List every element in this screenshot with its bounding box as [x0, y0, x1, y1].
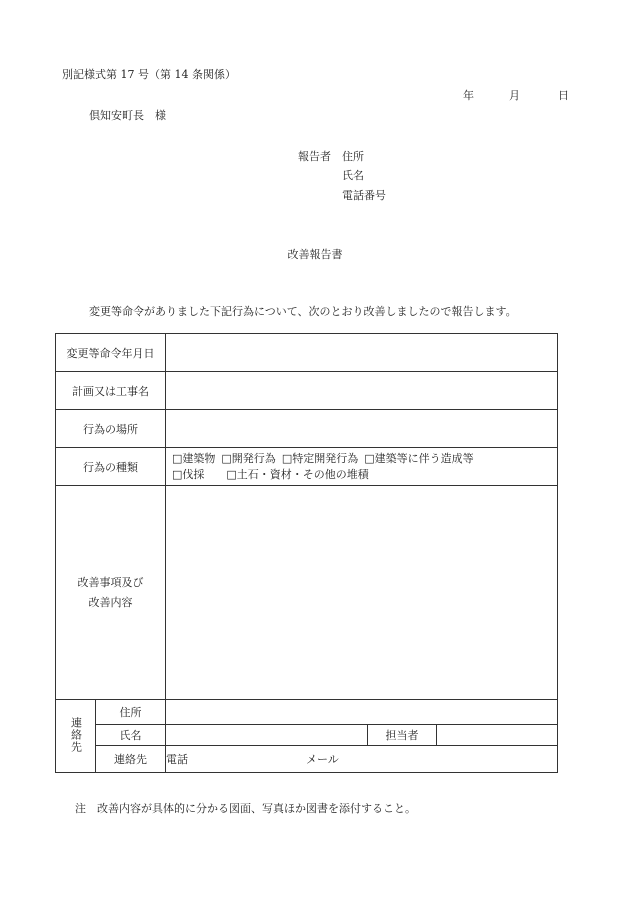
contact-name-field[interactable]	[166, 725, 368, 746]
place-label: 行為の場所	[56, 410, 166, 448]
contact-person-field[interactable]	[437, 725, 558, 746]
contact-group-label: 連絡先	[69, 716, 83, 753]
reporter-label: 報告者	[298, 150, 331, 163]
date-month: 月	[509, 89, 520, 102]
type-option-stockpile[interactable]: □土石・資材・その他の堆積	[226, 467, 369, 481]
improvement-label-line-2: 改善内容	[88, 595, 133, 609]
contact-address-label: 住所	[96, 700, 166, 725]
attachment-note: 注 改善内容が具体的に分かる図面、写真ほか図書を添付すること。	[75, 802, 416, 815]
reporter-address-label: 住所	[342, 150, 364, 163]
phone-label: 電話	[166, 753, 188, 766]
plan-name-label: 計画又は工事名	[56, 372, 166, 410]
type-option-land-forming[interactable]: □建築等に伴う造成等	[364, 451, 474, 465]
reporter-name-label: 氏名	[342, 169, 364, 182]
contact-label: 連絡先	[96, 746, 166, 773]
row-plan-name	[56, 372, 558, 410]
date-day: 日	[558, 89, 569, 102]
type-label: 行為の種類	[56, 448, 166, 486]
type-option-logging[interactable]: □伐採	[172, 467, 205, 481]
improvement-field[interactable]	[166, 486, 558, 700]
row-contact-info	[56, 746, 558, 773]
plan-name-field[interactable]	[166, 372, 558, 410]
intro-text: 変更等命令がありました下記行為について、次のとおり改善しましたので報告します。	[89, 305, 517, 318]
report-form-table	[55, 333, 558, 773]
type-option-development[interactable]: □開発行為	[221, 451, 276, 465]
mail-label: メール	[306, 753, 339, 766]
improvement-label-line-1: 改善事項及び	[77, 575, 144, 589]
contact-info-field[interactable]	[166, 746, 558, 773]
contact-name-label: 氏名	[96, 725, 166, 746]
document-title: 改善報告書	[287, 248, 343, 261]
row-order-date	[56, 334, 558, 372]
contact-address-field[interactable]	[166, 700, 558, 725]
place-field[interactable]	[166, 410, 558, 448]
contact-person-label: 担当者	[368, 725, 437, 746]
reporter-phone-label: 電話番号	[342, 189, 386, 202]
improvement-label	[56, 486, 166, 700]
row-contact-name	[56, 725, 558, 746]
type-option-specific-development[interactable]: □特定開発行為	[281, 451, 359, 465]
type-options	[166, 448, 558, 486]
row-improvement	[56, 486, 558, 700]
row-type	[56, 448, 558, 486]
row-contact-address	[56, 700, 558, 725]
order-date-field[interactable]	[166, 334, 558, 372]
contact-group-label-cell	[56, 700, 96, 773]
type-options-row-2	[166, 467, 557, 483]
type-option-building[interactable]: □建築物	[172, 451, 216, 465]
row-place	[56, 410, 558, 448]
order-date-label: 変更等命令年月日	[56, 334, 166, 372]
form-number: 別記様式第 17 号（第 14 条関係）	[62, 68, 236, 81]
addressee: 倶知安町長 様	[89, 109, 166, 122]
type-options-row-1	[166, 451, 557, 467]
date-year: 年	[463, 89, 474, 102]
